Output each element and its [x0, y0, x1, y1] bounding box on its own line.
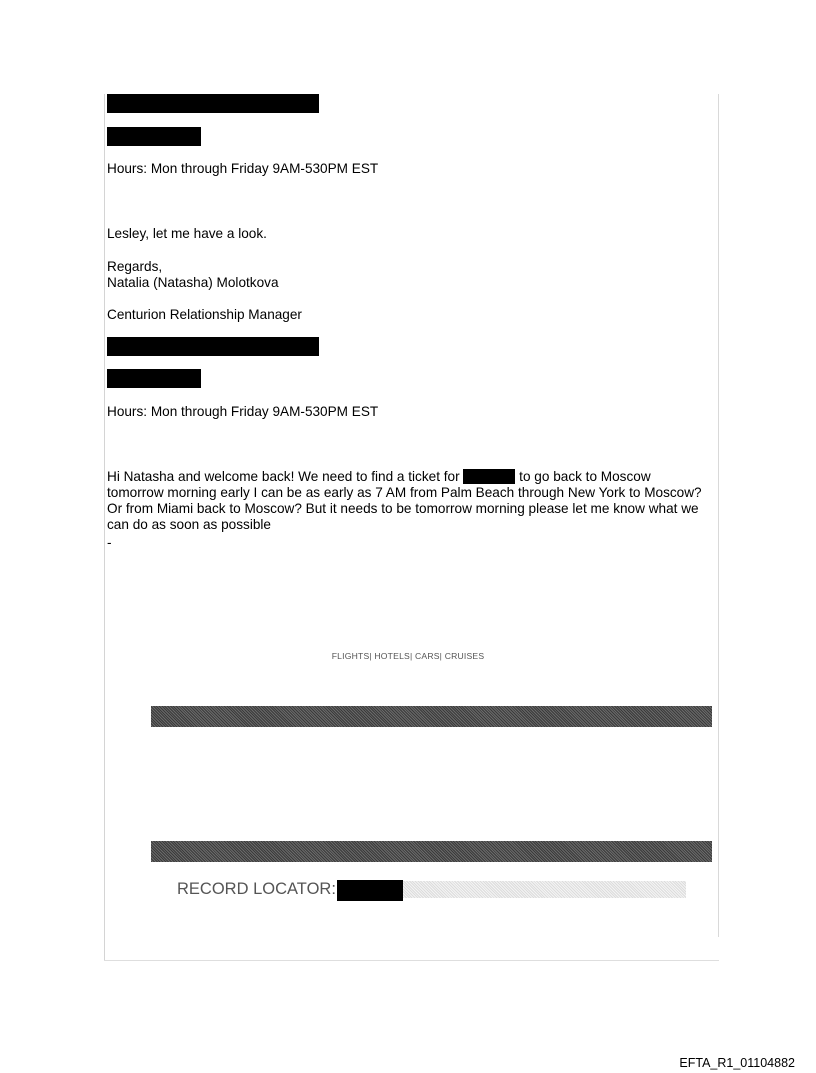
record-locator-hatch: [403, 881, 686, 898]
redaction-block: [107, 94, 319, 113]
header-banner-redacted: [151, 706, 712, 727]
document-id: EFTA_R1_01104882: [679, 1056, 795, 1070]
message-body: [107, 469, 707, 533]
sender-title: Centurion Relationship Manager: [107, 307, 302, 322]
sender-name: Natalia (Natasha) Molotkova: [107, 275, 279, 290]
redaction-block: [107, 337, 319, 356]
message-body: Lesley, let me have a look.: [107, 226, 267, 241]
redaction-block: [107, 369, 201, 388]
dash-separator: -: [107, 535, 112, 550]
hours-text: Hours: Mon through Friday 9AM-530PM EST: [107, 404, 379, 419]
message-text: to go back to Moscow tomorrow morning early I can be as early as 7 AM from Palm Beach through New York to Moscow? Or from Miami back to Moscow? But it needs to be tomorrow morning please let me know what we can do as soon as possible: [107, 469, 702, 532]
hours-text: Hours: Mon through Friday 9AM-530PM EST: [107, 161, 379, 176]
inline-redaction: [463, 469, 515, 484]
record-locator-label: RECORD LOCATOR:: [177, 880, 336, 898]
record-locator-redaction: [337, 880, 403, 901]
email-frame-right-border: [718, 94, 719, 937]
message-text: Hi Natasha and welcome back! We need to find a ticket for: [107, 469, 464, 484]
regards-text: Regards,: [107, 259, 163, 274]
redaction-block: [107, 127, 201, 146]
section-banner-redacted: [151, 841, 712, 862]
travel-nav-links[interactable]: FLIGHTS| HOTELS| CARS| CRUISES: [331, 651, 485, 661]
email-frame-bottom-border: [104, 960, 719, 961]
email-frame-left-border: [104, 94, 105, 960]
